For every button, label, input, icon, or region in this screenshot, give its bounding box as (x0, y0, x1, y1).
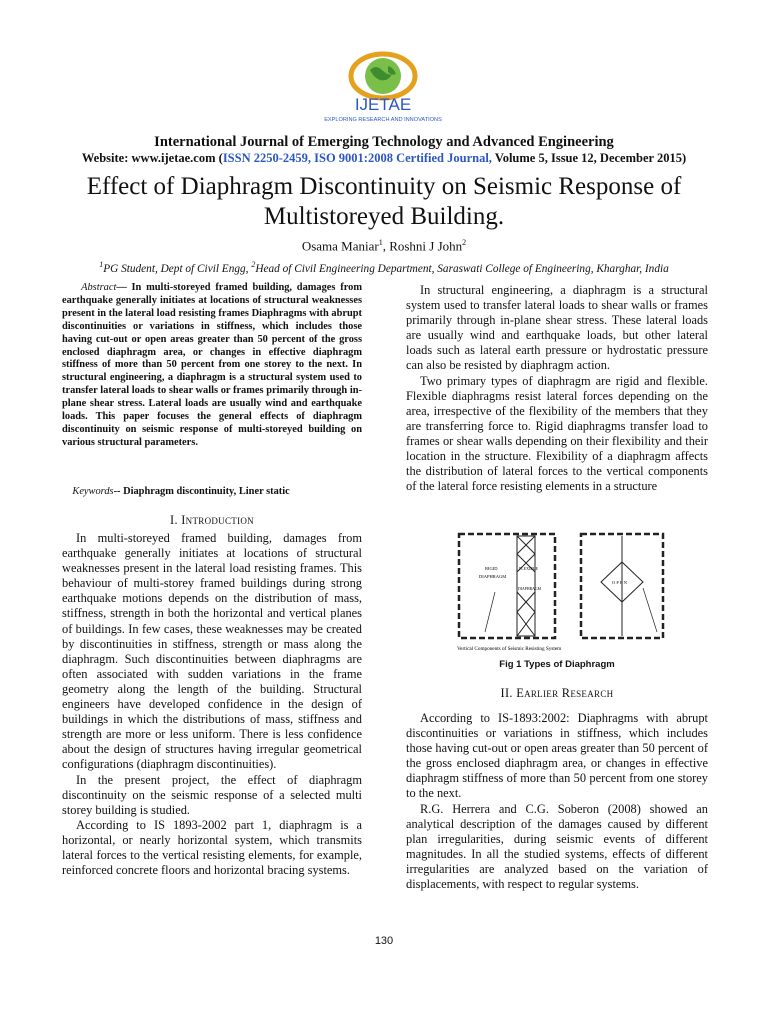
introduction-body (62, 531, 362, 878)
fig-bottom-caption: Vertical Components of Seismic Resisting System (457, 646, 562, 652)
right-column-body (406, 283, 708, 494)
intro-paragraph: In the present project, the effect of diaphragm discontinuity on the seismic response of a selected multi storey building is studied. (62, 772, 362, 817)
section-heading-introduction: I. Introduction (170, 513, 254, 527)
abstract (62, 282, 362, 450)
abstract-dash: — (116, 282, 132, 293)
fig-label-open: O P E N (612, 580, 627, 585)
figure-caption: Fig 1 Types of Diaphragm (499, 659, 615, 670)
body-paragraph: Two primary types of diaphragm are rigid and flexible. Flexible diaphragms resist lateral forces depending on the area, irrespective of the flexibility of the members that they are transferring force to. Rigid diaphragms transfer load to frames or shear walls depending on their flexibility and their location in the structure. Flexibility of a diaphragm affects the distribution of lateral forces to the vertical components of the lateral force resisting elements in a structure (406, 373, 708, 494)
issn: ISSN 2250-2459, ISO 9001:2008 Certified Journal, (222, 151, 492, 165)
fig-label-diaphragm2: DIAPHRAGM (518, 587, 541, 591)
authors: Osama Maniar$^1$, Roshni J John$^2$ (301, 238, 467, 254)
affiliation-1: PG Student, Dept of Civil Engg, (103, 262, 252, 275)
affiliation-2: Head of Civil Engineering Department, Saraswati College of Engineering, Kharghar, India (255, 262, 669, 275)
volume: Volume 5, Issue 12, December 2015) (491, 151, 687, 165)
page-number: 130 (374, 935, 394, 947)
diaphragm-figure (455, 532, 667, 654)
section-heading-earlier-research: II. Earlier Research (500, 686, 614, 700)
author-1: Osama Maniar (301, 238, 379, 254)
intro-paragraph: In multi-storeyed framed building, damages from earthquake generally initiates at locations of structural weaknesses present in the lateral load resisting frames. This behaviour of multi-storey framed buildings during strong earthquake motions depends on the distribution of mass, stiffness, strength in both the horizontal and vertical planes of buildings. In few cases, these weaknesses may be created by discontinuities in stiffness, strength or mass along the diaphragm. Such discontinuities between diaphragms are often associated with sudden variations in the frame geometry along the length of the building. Structural engineers have developed confidence in the design of buildings in which the distributions of mass, stiffness and strength are more or less uniform. There is less confidence about the design of structures having irregular geometrical configurations (diaphragm discontinuities). (62, 531, 362, 772)
journal-name: International Journal of Emerging Technology and Advanced Engineering (154, 134, 614, 150)
journal-logo (318, 48, 448, 128)
body-paragraph: In structural engineering, a diaphragm is a structural system used to transfer lateral loads to shear walls or frames primarily through in-plane shear stress. These lateral loads are usually wind and earthquake loads, but other lateral loads such as lateral earth pressure or hydrostatic pressure can also be resisted by diaphragm action. (406, 283, 708, 373)
fig-label-rigid: RIGID (485, 566, 498, 571)
fig-label-diaphragm: DIAPHRAGM (479, 574, 507, 579)
logo-tagline: EXPLORING RESEARCH AND INNOVATIONS (324, 117, 442, 123)
fig-label-flexible: FLEXIBLE (519, 566, 538, 571)
earlier-research-body (406, 711, 708, 892)
keywords-label: Keywords (72, 486, 114, 497)
logo-text: IJETAE (354, 95, 412, 114)
abstract-text: In multi-storeyed framed building, damages from earthquake generally initiates at locations of structural weaknesses present in the lateral load resisting frames Diaphragms with abrupt discontinuities or variations in stiffness, which includes those having cut-out or open areas greater than 50 percent of the gross enclosed diaphragm area, or changes in effective diaphragm stiffness of more than 50 percent from one storey to the next. In structural engineering, a diaphragm is a structural system used to transfer lateral loads to shear walls or frames primarily through in-plane shear stress. Lateral loads are usually wind and earthquake loads. This paper focuses the general effects of diaphragm discontinuity on seismic response of multi-storeyed building on various structural parameters. (62, 282, 362, 448)
affiliations: $^1$PG Student, Dept of Civil Engg, $^2$Head of Civil Engineering Department, Saraswati College of Engineering, Kharghar, India (99, 260, 669, 275)
abstract-label: Abstract (81, 282, 117, 293)
author-2: Roshni J John (389, 238, 463, 254)
paper-title: Effect of Diaphragm Discontinuity on Seismic Response of Multistoreyed Building. (86, 173, 682, 230)
intro-paragraph: According to IS 1893-2002 part 1, diaphragm is a horizontal, or nearly horizontal system, which transmits lateral forces to the vertical resisting elements, for example, reinforced concrete floors and horizontal bracing systems. (62, 817, 362, 878)
keywords (62, 484, 362, 499)
body-paragraph: According to IS-1893:2002: Diaphragms with abrupt discontinuities or variations in stiffness, which includes those having cut-out or open areas greater than 50 percent of the gross enclosed diaphragm area, or changes in effective diaphragm stiffness of more than 50 percent from one storey to the next. (406, 711, 708, 801)
website: Website: www.ijetae.com ( (81, 151, 223, 165)
keywords-text: -- Diaphragm discontinuity, Liner static (113, 486, 290, 497)
body-paragraph: R.G. Herrera and C.G. Soberon (2008) showed an analytical description of the damages caused by different plan irregularities, during seismic events of different magnitudes. In all the studied systems, effects of different irregularities are analyzed based on the variation of displacements, with respect to regular systems. (406, 801, 708, 892)
journal-info (0, 151, 768, 166)
